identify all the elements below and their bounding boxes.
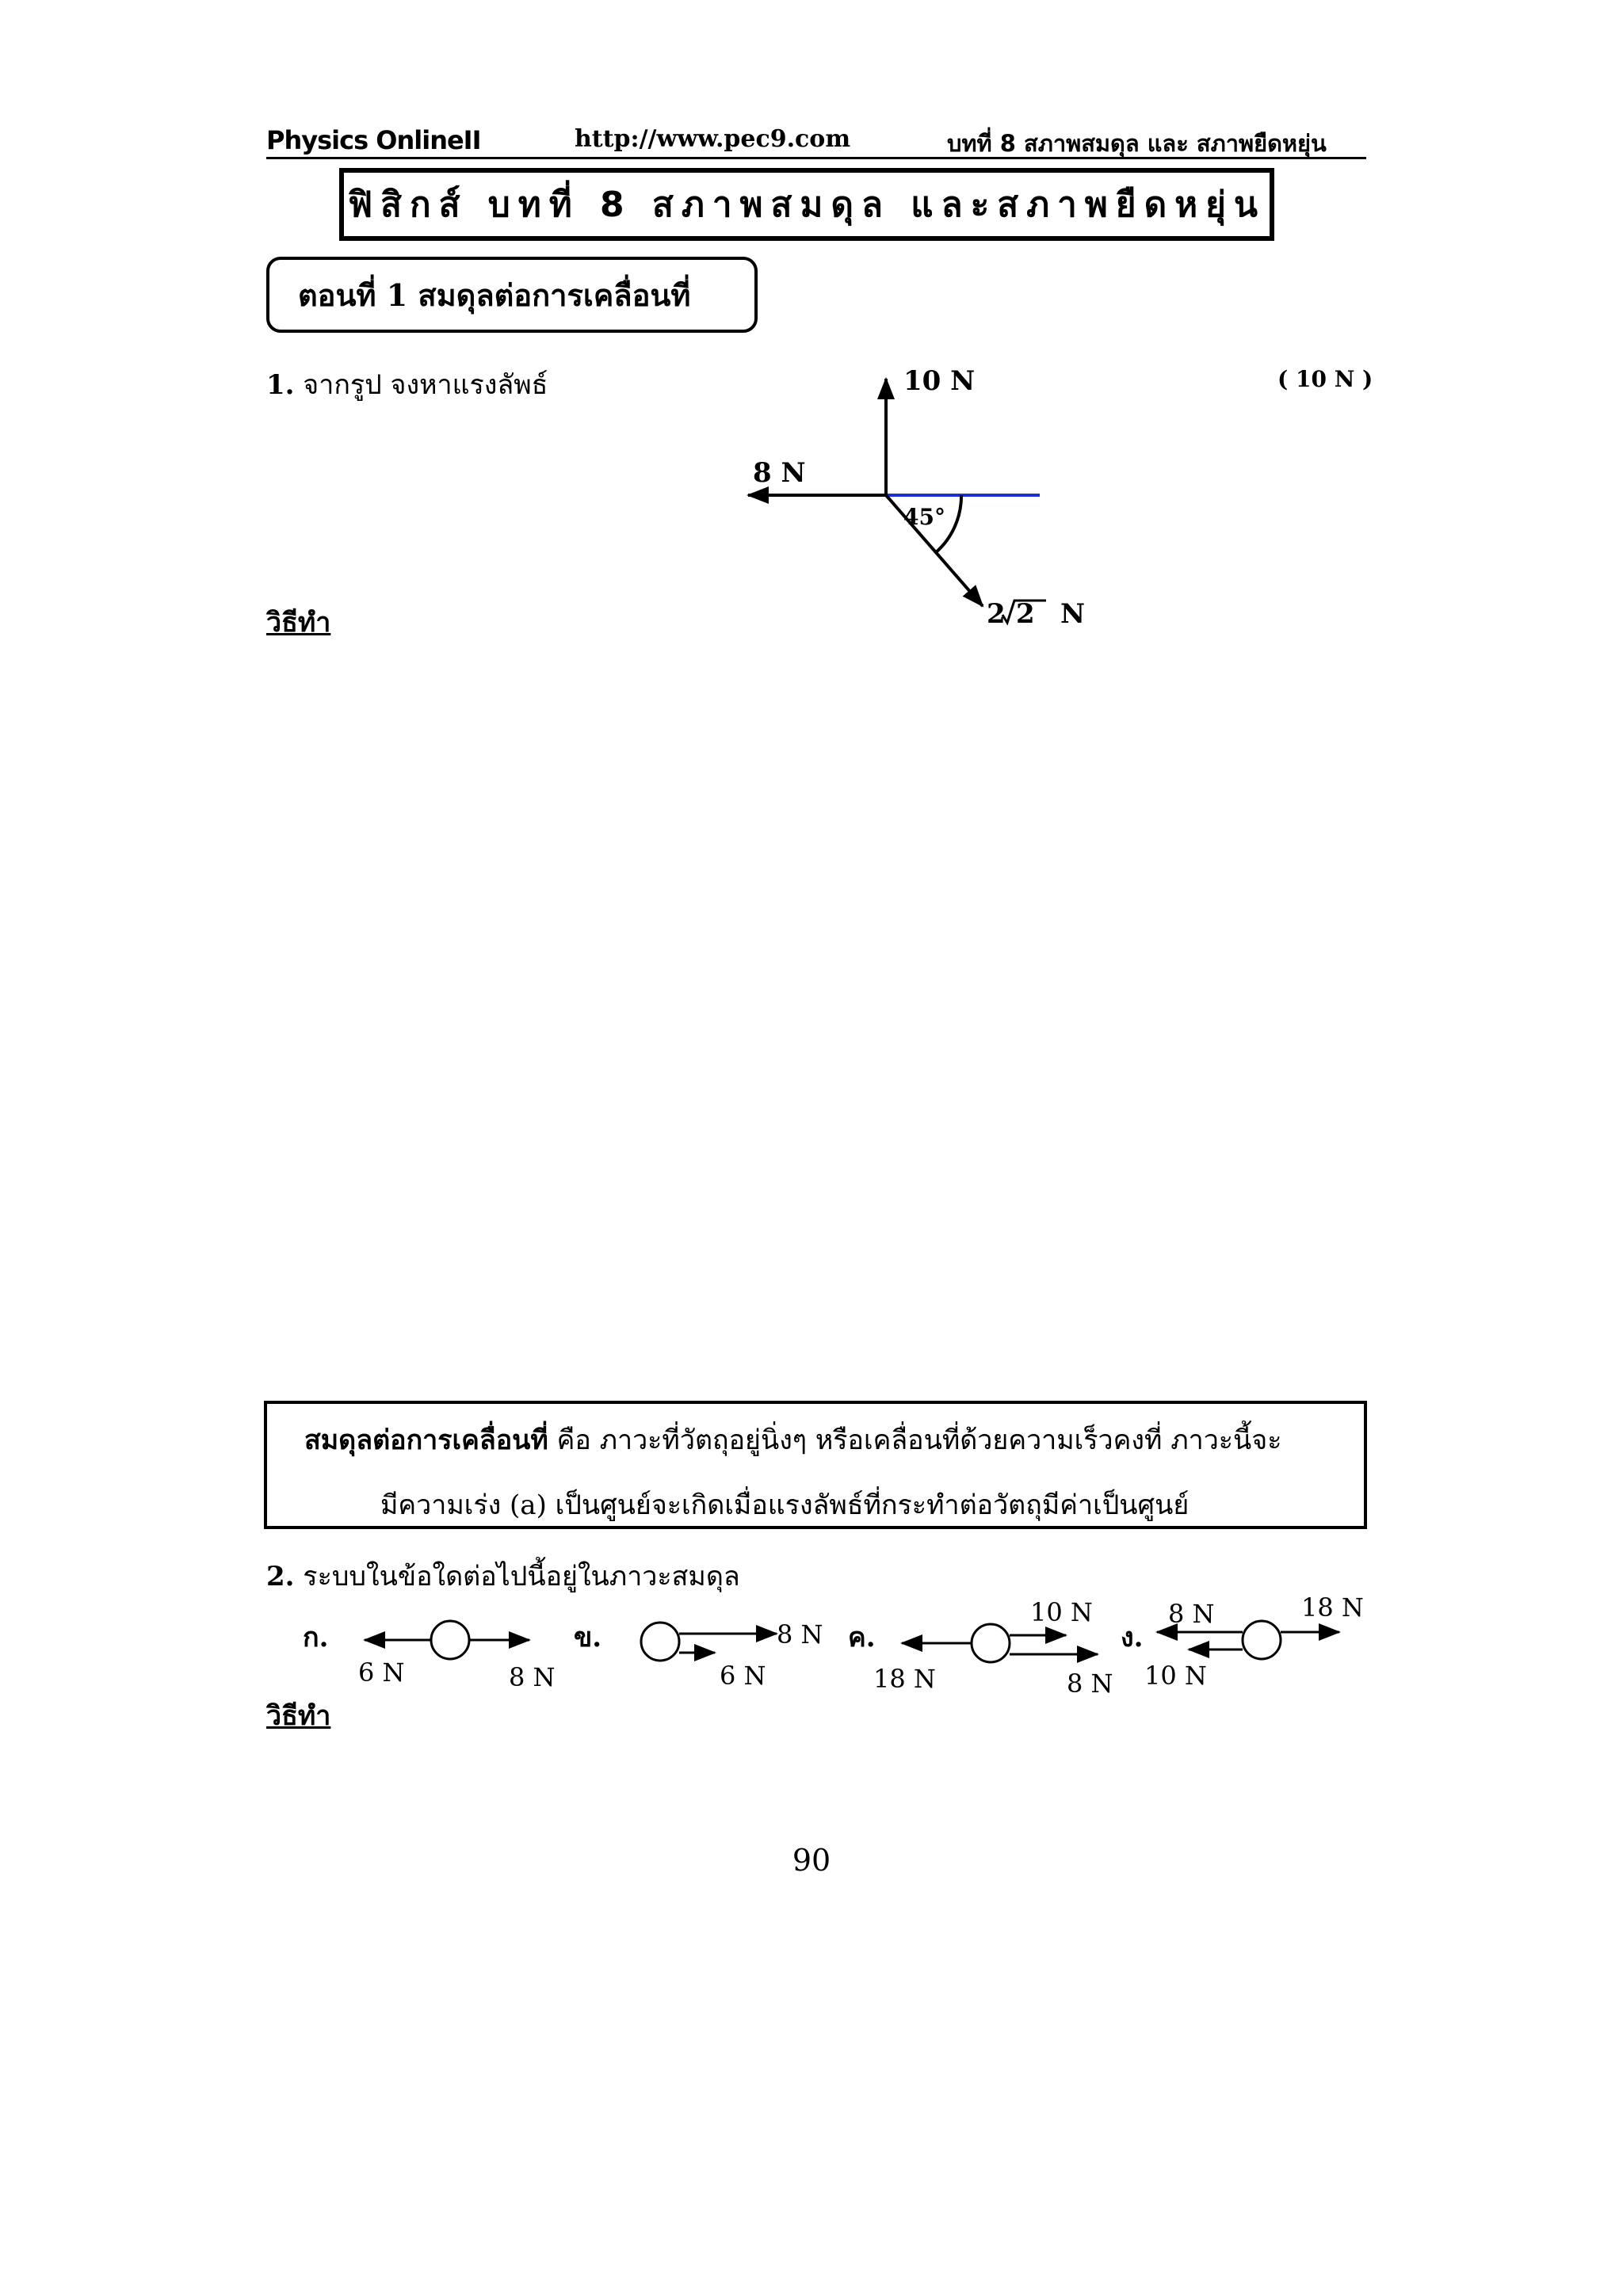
page-title: ฟิสิกส์ บทที่ 8 สภาพสมดุล และสภาพยืดหยุ่น bbox=[347, 185, 1266, 225]
force-label: 8 N bbox=[1067, 1669, 1113, 1699]
label-8n: 8 N bbox=[753, 457, 806, 489]
object-circle bbox=[1243, 1621, 1281, 1659]
header-url: http://www.pec9.com bbox=[575, 125, 851, 153]
option-b bbox=[574, 1619, 823, 1691]
question-1-method-label: วิธีทำ bbox=[266, 607, 331, 639]
force-label: 18 N bbox=[873, 1664, 936, 1694]
label-diag-coef: 2 bbox=[987, 598, 1006, 630]
option-a bbox=[303, 1621, 556, 1692]
option-a-label: ก. bbox=[303, 1622, 329, 1653]
question-2-text: ระบบในข้อใดต่อไปนี้อยู่ในภาวะสมดุล bbox=[294, 1561, 740, 1592]
definition-text-1: คือ ภาวะที่วัตถุอยู่นิ่งๆ หรือเคลื่อนที่ด้วยความเร็วคงที่ ภาวะนี้จะ bbox=[548, 1425, 1282, 1456]
force-label: 10 N bbox=[1144, 1661, 1207, 1691]
force-label: 8 N bbox=[509, 1662, 556, 1692]
header-brand: Physics OnlineII bbox=[266, 125, 481, 155]
object-circle bbox=[972, 1624, 1010, 1662]
page-number: 90 bbox=[792, 1843, 831, 1878]
label-10n: 10 N bbox=[903, 365, 976, 397]
object-circle bbox=[641, 1623, 679, 1661]
option-d-label: ง. bbox=[1121, 1622, 1144, 1653]
question-1-text: จากรูป จงหาแรงลัพธ์ bbox=[294, 369, 548, 401]
section-title: ตอนที่ 1 สมดุลต่อการเคลื่อนที่ bbox=[298, 277, 691, 313]
force-label: 18 N bbox=[1301, 1592, 1364, 1623]
object-circle bbox=[431, 1621, 469, 1659]
label-diag-unit: N bbox=[1060, 598, 1086, 630]
force-label: 6 N bbox=[358, 1657, 405, 1688]
force-label: 10 N bbox=[1030, 1597, 1093, 1627]
definition-line-2: มีความเร่ง (a) เป็นศูนย์จะเกิดเมื่อแรงลัพธ์ที่กระทำต่อวัตถุมีค่าเป็นศูนย์ bbox=[380, 1489, 1190, 1521]
option-b-label: ข. bbox=[574, 1622, 602, 1653]
question-1-number: 1. bbox=[266, 369, 295, 401]
label-diag-root: 2 bbox=[1016, 598, 1035, 630]
label-angle: 45° bbox=[903, 504, 945, 530]
question-1-answer: ( 10 N ) bbox=[1277, 366, 1373, 392]
force-label: 8 N bbox=[1168, 1599, 1215, 1629]
question-2-method-label: วิธีทำ bbox=[266, 1700, 331, 1732]
option-d bbox=[1121, 1592, 1364, 1691]
header-chapter: บทที่ 8 สภาพสมดุล และ สภาพยืดหยุ่น bbox=[947, 130, 1327, 157]
force-label: 8 N bbox=[777, 1619, 823, 1650]
definition-term: สมดุลต่อการเคลื่อนที่ bbox=[304, 1425, 548, 1456]
force-label: 6 N bbox=[720, 1661, 766, 1691]
question-2-number: 2. bbox=[266, 1561, 295, 1592]
option-c-label: ค. bbox=[848, 1622, 876, 1653]
option-c bbox=[848, 1597, 1113, 1699]
